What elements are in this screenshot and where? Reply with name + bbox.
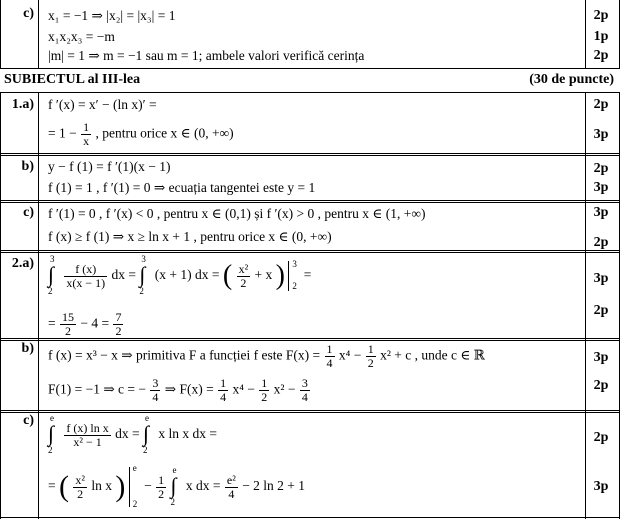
row-1a [0,93,620,153]
denominator: 2 [240,275,247,290]
numerator: 1 [83,120,90,134]
expr-prefix: = 1 − [48,125,77,141]
evaluation-bar [129,463,138,509]
expr: − 2 ln 2 + 1 [242,478,306,494]
expr: = [48,315,56,331]
integral-line [48,415,217,457]
fraction [150,377,160,404]
row-2a [0,253,620,339]
points: 2p [593,161,609,176]
numerator: 15 [62,310,74,324]
expr: + x [254,267,273,283]
numerator: e² [226,472,236,487]
fraction [366,343,376,370]
integral-upper: e [172,465,177,475]
expr: f (x) = x³ − x ⇒ primitiva F a funcției f este F(x) = [48,347,321,363]
denominator: x² − 1 [73,434,102,449]
answer-line: f (1) = 1 , f ′(1) = 0 ⇒ ecuația tangentei este y = 1 [48,180,316,195]
integral-lower: 2 [48,286,53,296]
integral-upper: e [144,413,149,423]
answer-line: = ( $\frac{\text{x²}}{2}$ ln x ) e 2 − $\frac{1}{2}$ e ∫ 2 x dx = $\frac{\text{e²}}{4}$ − 2 ln 2 + 1 [48,463,306,509]
expr: x dx = [185,478,221,494]
fraction [113,311,123,338]
numerator: x² [238,261,249,276]
integral-lower: 2 [48,445,53,455]
points: 2p [593,235,609,250]
divider [0,68,620,69]
denominator: 2 [77,486,84,501]
row-1b [0,156,620,202]
numerator: f (x) ln x [66,420,109,435]
fraction [156,474,166,501]
denominator: 4 [152,390,159,404]
points: 1p [593,29,609,44]
integral-lower: 2 [142,445,148,455]
denominator: 2 [261,390,268,404]
integral-sign: e ∫ 2 [170,465,177,507]
eval-upper: 3 [292,259,297,269]
fraction [218,377,228,404]
points: 2p [593,303,609,318]
integral-sign: 3 ∫ 2 [48,254,55,296]
answer-line: x₁ = −1 ⇒ |x₂| = |x₃| = 1 [48,8,176,23]
answer-line: y − f (1) = f ′(1)(x − 1) [48,159,171,174]
denominator: x(x − 1) [66,275,106,290]
answer-line: f ′(x) = x′ − (ln x)′ = [48,97,157,112]
row-label: 1.a) [11,97,34,112]
numerator: 7 [115,310,122,324]
integral-sign: 3 ∫ 2 [139,254,146,296]
answer-line [48,311,124,338]
denominator: 2 [367,356,374,370]
integral-upper: e [50,413,54,423]
integral-line: 3 ∫ 2 $\frac{f (x)}{x(x - 1)}$ dx = 3 ∫ 2 (x + 1) dx = ( $\frac{\text{x²}}{2}$ + x ) 3 2 = [48,254,312,296]
expr: x² − [273,381,296,397]
expr: x² + c , unde c ∈ ℝ [380,347,485,363]
expr: F(1) = −1 ⇒ c = − [48,381,147,397]
denominator: 4 [228,486,235,501]
numerator: 3 [152,376,159,390]
integral-upper: 3 [50,254,55,264]
denominator: 2 [158,486,165,501]
integral-lower: 2 [139,286,144,296]
points: 3p [593,127,609,142]
row-c-top [0,0,620,68]
fraction [225,474,238,501]
evaluation-bar [288,259,297,291]
numerator: 1 [158,472,165,487]
fraction [64,263,107,290]
denominator: 2 [65,324,71,338]
answer-line: f ′(1) = 0 , f ′(x) < 0 , pentru x ∈ (0,1) și f ′(x) > 0 , pentru x ∈ (1, +∞) [48,206,426,221]
expr: − [144,478,152,494]
points: 3p [593,479,609,494]
numerator: 1 [326,342,333,356]
integral-sign: e ∫ 2 [142,413,149,455]
points: 2p [593,378,609,393]
numerator: 3 [301,376,308,390]
numerator: 1 [367,342,374,356]
points: 2p [593,430,609,445]
denominator: x [83,134,90,148]
points: 3p [593,180,609,195]
answer-line [48,377,311,404]
row-label: c) [23,205,34,220]
row-label: c) [23,6,34,21]
fraction [60,311,76,338]
answer-line [48,121,234,148]
divider [0,517,620,518]
answer-line [48,343,485,370]
row-label: b) [21,159,34,174]
row-2c [0,413,620,517]
answer-line: |m| = 1 ⇒ m = −1 sau m = 1; ambele valori verifică cerința [48,48,365,63]
row-label: 2.a) [11,256,34,271]
expr: ln x [91,478,112,494]
eval-lower: 2 [132,499,138,509]
expr: (x + 1) dx = [154,267,220,283]
numerator: 1 [220,376,227,390]
numerator: f (x) [64,263,107,277]
answer-line: x₁x₂x₃ = −m [48,29,115,44]
expr: x ln x dx = [158,426,217,442]
expr: dx = [115,426,140,442]
section-points: (30 de puncte) [529,72,614,87]
expr: x⁴ − [232,381,255,397]
section-title: SUBIECTUL al III-lea [4,72,141,87]
expr-suffix: , pentru orice x ∈ (0, +∞) [95,125,234,141]
expr: = [48,478,56,494]
fraction [64,422,110,449]
eval-upper: e [132,463,137,473]
integral-upper: 3 [141,254,146,264]
expr: − 4 = [80,315,110,331]
points: 3p [593,205,609,220]
row-1c [0,203,620,251]
row-label: b) [21,341,34,356]
fraction [259,377,269,404]
denominator: 4 [326,356,333,370]
fraction [300,377,310,404]
numerator: x² [75,472,85,487]
denominator: 2 [115,324,122,338]
fraction [73,474,87,501]
denominator: 4 [301,390,308,404]
fraction [237,263,251,290]
points: 3p [593,350,609,365]
expr: ⇒ F(x) = [164,381,214,397]
eval-lower: 2 [292,281,297,291]
integral-lower: 2 [170,497,175,507]
denominator: 4 [220,390,227,404]
numerator: 1 [261,376,268,390]
row-2b [0,341,620,411]
fraction [81,121,91,148]
fraction [325,343,335,370]
expr: x⁴ − [338,347,362,363]
integral-sign: e ∫ 2 [48,413,55,455]
points: 2p [593,97,609,112]
points: 2p [593,48,609,63]
expr: = [303,267,312,283]
expr: dx = [111,267,137,283]
points: 2p [593,8,609,23]
row-label: c) [23,413,34,428]
points: 3p [593,271,609,286]
answer-line: f (x) ≥ f (1) ⇒ x ≥ ln x + 1 , pentru orice x ∈ (0, +∞) [48,229,332,244]
